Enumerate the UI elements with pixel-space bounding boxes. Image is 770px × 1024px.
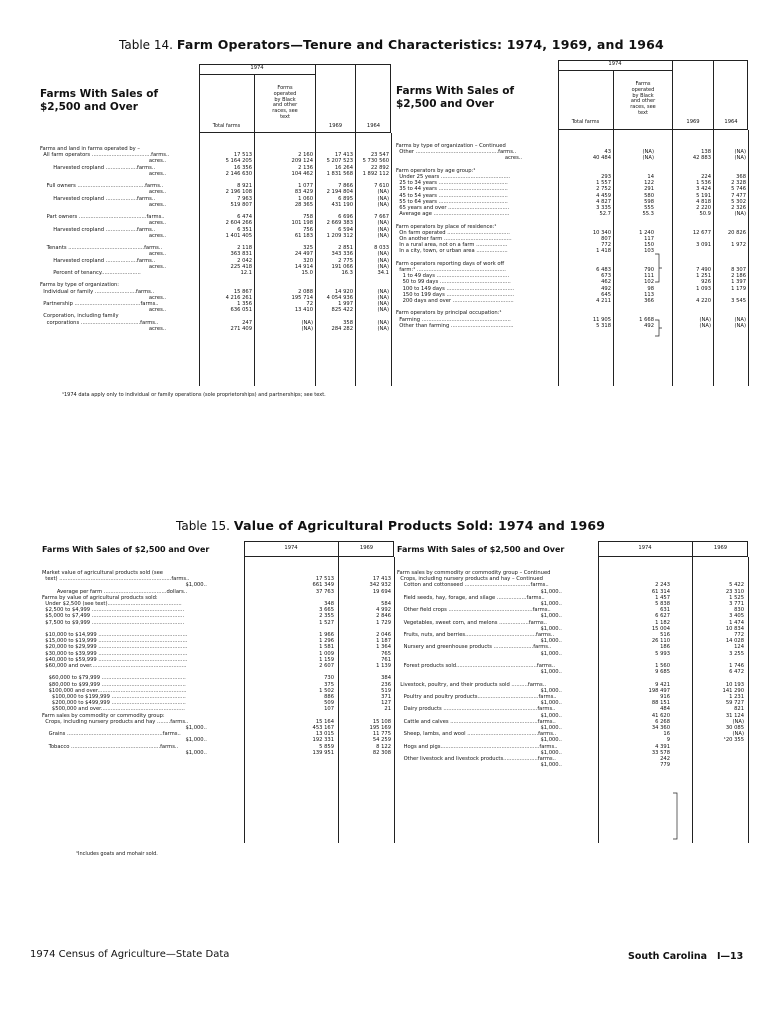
table-14-left-heading: Farms With Sales of $2,500 and Over [40,88,159,113]
table-15-right-heading: Farms With Sales of $2,500 and Over [397,545,565,554]
t14-right-total-values: 43 40 484 293 1 557 2 752 4 459 4 827 3 335 52.7 10 340 807 772 1 418 6 483 673 462 492 645 4 211 11 905 5 318 [592,149,611,329]
t15-left-col-1974: 1974 [284,545,298,551]
table-15-heading: Value of Agricultural Products Sold: 1974 and 1969 [233,518,606,533]
table-14-right-heading: Farms With Sales of $2,500 and Over [396,85,515,110]
table-15-footnote: ¹Includes goats and mohair sold. [76,851,158,857]
t15-sheep-bracket [672,792,680,840]
t14-right-col-black: Farms operated by Black and other races, see text [630,81,656,116]
t14-right-1969-values: 138 42 883 224 1 536 3 424 5 191 4 818 2 220 50.9 12 677 3 091 7 490 1 251 926 1 093 4 220 (NA) (NA) [692,149,711,329]
t14-left-col-1969: 1969 [328,123,343,129]
table-15-title [176,518,605,533]
t14-right-col-1964: 1964 [724,119,738,125]
table-15-number: Table 15. [176,519,230,533]
t14-left-col-1964: 1964 [366,123,381,129]
t15-left-1969-values: 17 413 342 932 19 694 584 4 992 2 846 1 729 2 046 1 187 1 364 765 761 1 139 384 236 519 371 127 21 15 108 195 169 11 775 54 259 8 122 82 308 [369,576,391,756]
page-footer-left: 1974 Census of Agriculture—State Data [30,949,230,960]
t14-left-col-total: Total farms [212,123,241,129]
t14-residence-bracket [654,253,662,283]
t14-left-row-labels: Farms and land in farms operated by – All farm operators ....................................farms.. acres.. Harvested cropland ...................farms.. acres.. Full owners .........................................farms.. acres.. Harvested cropland ...................farms.. acres.. Part owners .........................................farms.. acres.. Harvested cropland ...................farms.. acres.. Tenants ..............................................farms.. acres.. Harvested cropland ...................farms.. acres.. Percent of tenancy........................ Farms by type of organization: Individual or family .........................farms.. acres.. Partnership ........................................farms.. acres.. Corporation, including family corporations ....................................farms.. acres.. [40,146,170,332]
t14-workoff-bracket [654,319,662,337]
t14-right-black-values: (NA) (NA) 14 122 291 580 598 555 55.3 1 240 117 150 103 790 111 102 98 113 366 1 668 492 [639,149,654,329]
t14-left-total-values: 17 513 5 164 205 16 356 2 146 630 8 921 2 196 108 7 963 519 807 6 474 2 604 266 6 351 1 401 405 2 118 363 831 2 042 225 418 12.1 15 867 4 216 261 1 356 636 051 247 271 409 [225,152,252,332]
t15-right-1969-values: 5 422 23 310 1 525 3 771 830 3 405 1 474 10 834 772 14 028 124 3 255 1 746 6 472 10 193 141 290 1 231 59 727 821 31 124 (NA) 30 085 (NA) ¹20 355 [722,582,744,744]
table-14-footnote: ¹1974 data apply only to individual or family operations (sole proprietorships) and partnerships; see text. [62,392,326,398]
t15-left-col-1969: 1969 [359,545,374,551]
t15-right-row-labels: Farm sales by commodity or commodity group – Continued Crops, including nursery products and hay – Continued Cotton and cottonseed ........................................farms.. $1,000.. Field seeds, hay, forage, and silage ..................farms.. $1,000.. Other field crops ...................................................farms.. $1,000.. Vegetables, sweet corn, and melons ..................farms.. $1,000.. Fruits, nuts, and berries...........................................farms.. $1,000.. Nursery and greenhouse products ........................farms.. $1,000.. Forest products sold.................................................farms.. $1,000.. Livestock, poultry, and their products sold ..........farms.. $1,000.. Poultry and poultry products.....................................farms.. $1,000.. Dairy products .........................................................farms.. $1,000.. Cattle and calves .....................................................farms.. $1,000.. Sheep, lambs, and wool ...........................................farms.. $1,000.. Hogs and pigs............................................................farms.. $1,000.. Other livestock and livestock products.....................farms.. $1,000.. [397,570,562,769]
t14-left-1964-values: 23 547 5 730 560 22 892 1 892 112 7 610 (NA) (NA) (NA) 7 667 (NA) (NA) (NA) 8 033 (NA) (NA) (NA) 34.1 (NA) (NA) (NA) (NA) (NA) (NA) [362,152,389,332]
t14-right-row-labels: Farms by type of organization – Continued Other ..................................................farms.. acres.. Farm operators by age group:¹ Under 25 years .......................................... 25 to 34 years .......................................... 35 to 44 years .......................................... 45 to 54 years .......................................... 55 to 64 years .......................................... 65 years and over ..................................... Average age .............................................. Farm operators by place of residence:¹ On farm operated ...................................... On another farm ......................................... In a rural area, not on a farm ................... In a city, town, or urban area ................... Farm operators reporting days of work off farm:¹ ...................................................... 1 to 49 days ............................................ 50 to 99 days ........................................... 100 to 149 days ......................................... 150 to 199 days ......................................... 200 days and over ..................................... Farm operators by principal occupation:¹ Farming ...................................................... Other than farming ...................................... [396,143,523,329]
t15-left-1974-values: 17 513 661 349 37 763 348 3 665 2 355 1 527 1 966 1 296 1 581 1 009 1 159 2 607 730 375 1 502 886 509 107 15 164 453 167 13 015 192 331 5 859 139 951 [312,576,334,756]
t14-left-black-values: 2 160 209 124 2 136 104 462 1 077 83 429 1 060 28 365 758 101 198 756 61 183 325 24 497 320 14 914 15.0 2 088 195 714 72 13 410 (NA) (NA) [291,152,313,332]
table-14-title [119,37,664,52]
table-14-heading: Farm Operators—Tenure and Characteristics: 1974, 1969, and 1964 [176,37,664,52]
t14-left-col-1974: 1974 [250,65,264,71]
page-footer-right: South Carolina I—13 [628,951,744,962]
t14-left-1969-values: 17 413 5 207 523 16 264 1 831 568 7 866 2 194 804 6 895 431 190 6 696 2 669 383 6 594 1 209 312 2 851 343 336 2 775 191 066 16.3 14 920 4 054 936 1 997 825 422 358 284 282 [326,152,353,332]
table-14-number: Table 14. [119,38,173,52]
t14-right-col-total: Total farms [571,119,600,125]
t15-right-col-1969: 1969 [713,545,728,551]
t14-right-1964-values: (NA) (NA) 368 2 328 5 746 7 477 5 302 2 326 (NA) 20 826 1 972 8 307 2 186 1 397 1 179 3 545 (NA) (NA) [727,149,746,329]
table-15-left-heading: Farms With Sales of $2,500 and Over [42,545,210,554]
t15-left-row-labels: Market value of agricultural products sold (see text) ....................................................................farms.. $1,000.. Average per farm ......................................dollars.. Farms by value of agricultural products sold: Under $2,500 (see text)............................................. $2,500 to $4,999 ........................................................ $5,000 to $7,499 ........................................................ $7,500 to $9,999 ........................................................ $10,000 to $14,999 ...................................................... $15,000 to $19,999 ...................................................... $20,000 to $29,999 ...................................................... $30,000 to $39,999 ...................................................... $40,000 to $59,999 ...................................................... $60,000 and over.......................................................... $60,000 to $79,999 ................................................... $80,000 to $99,999 ................................................... $100,000 and over...................................................... $100,000 to $199,999 ............................................. $200,000 to $499,999 ............................................. $500,000 and over................................................... Farm sales by commodity or commodity group: Crops, including nursery products and hay ........farms.. $1,000.. Grains ..........................................................farms.. $1,000.. Tobacco ......................................................farms.. $1,000.. [42,570,207,756]
t14-right-col-1969: 1969 [686,119,700,125]
t15-right-col-1974: 1974 [638,545,652,551]
t14-left-col-black: Forms operated by Black and other races, see text [272,85,298,120]
t15-right-1974-values: 2 243 61 314 1 457 5 838 631 6 627 1 182 15 004 516 26 110 186 5 993 1 560 9 685 9 421 198 497 916 88 151 484 41 620 6 268 34 360 16 9 4 391 33 578 242 779 [648,582,670,769]
t14-right-col-1974: 1974 [608,61,622,67]
